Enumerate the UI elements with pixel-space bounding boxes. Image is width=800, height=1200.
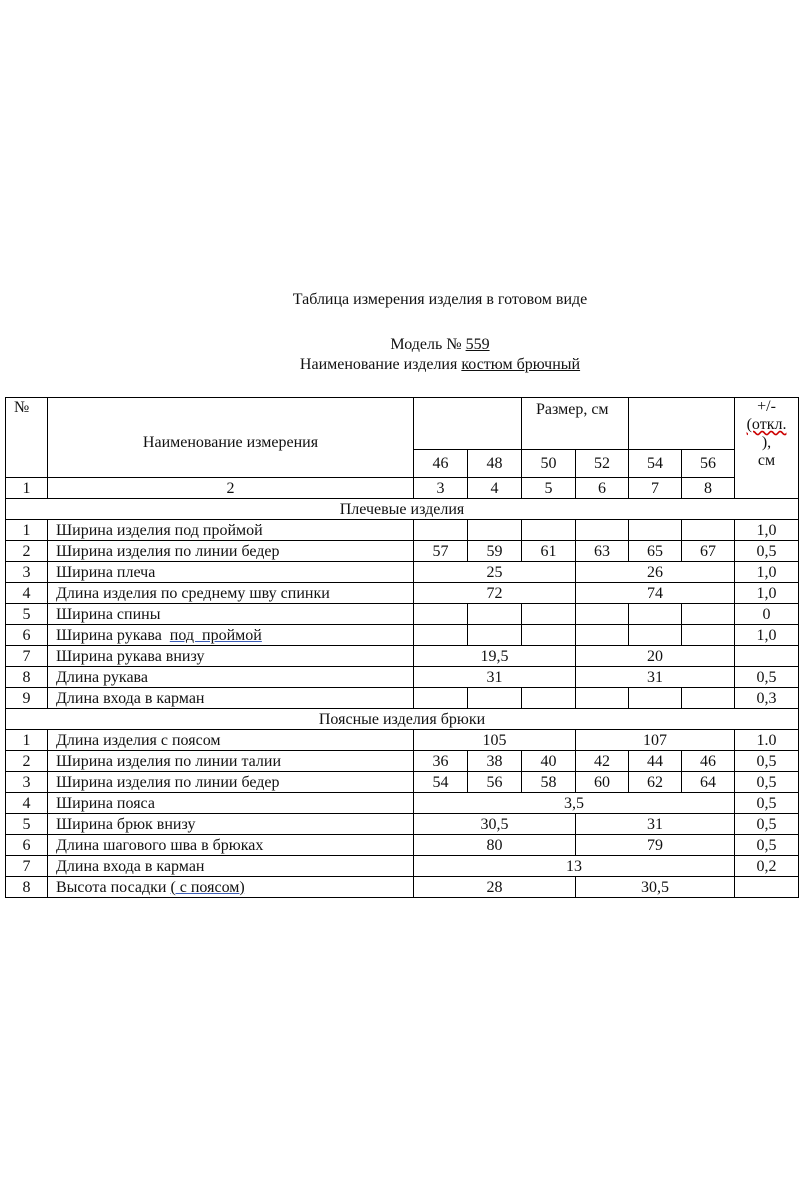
size-value-large: 20 — [576, 646, 735, 667]
size-54: 54 — [629, 450, 682, 478]
row-number: 5 — [6, 814, 48, 835]
size-value-small: 19,5 — [414, 646, 576, 667]
table-row — [6, 688, 799, 709]
section-row — [6, 709, 799, 730]
size-value-small: 72 — [414, 583, 576, 604]
size-value-empty — [682, 625, 735, 646]
size-value: 60 — [576, 772, 629, 793]
product-name: костюм брючный — [461, 356, 581, 373]
size-value-large: 30,5 — [576, 877, 735, 898]
table-row — [6, 814, 799, 835]
tolerance-value: 0,5 — [735, 772, 799, 793]
measurement-name: Длина входа в карман — [48, 688, 414, 709]
table-row — [6, 646, 799, 667]
header-tolerance-1: +/- — [757, 398, 776, 415]
row-number: 2 — [6, 541, 48, 562]
size-value-small: 31 — [414, 667, 576, 688]
table-row — [6, 625, 799, 646]
header-tolerance-4: см — [757, 452, 776, 469]
model-number: 559 — [465, 336, 490, 353]
product-line — [40, 356, 800, 374]
measurement-name: Ширина изделия по линии талии — [48, 751, 414, 772]
row-number: 1 — [6, 520, 48, 541]
size-value-empty — [629, 625, 682, 646]
col-number: 4 — [468, 478, 522, 499]
table-row — [6, 520, 799, 541]
model-label: Модель № — [390, 336, 466, 353]
table-row — [6, 604, 799, 625]
section-title: Поясные изделия брюки — [6, 709, 799, 730]
size-value-empty — [468, 520, 522, 541]
size-value: 36 — [414, 751, 468, 772]
size-value-empty — [522, 688, 576, 709]
size-value: 65 — [629, 541, 682, 562]
col-number: 2 — [48, 478, 414, 499]
row-number: 4 — [6, 583, 48, 604]
col-number: 3 — [414, 478, 468, 499]
row-number: 7 — [6, 856, 48, 877]
size-value-empty — [414, 520, 468, 541]
header-size-spacer-left — [414, 398, 522, 450]
table-row — [6, 583, 799, 604]
col-number: 7 — [629, 478, 682, 499]
size-52: 52 — [576, 450, 629, 478]
size-50: 50 — [522, 450, 576, 478]
tolerance-value — [735, 877, 799, 898]
tolerance-value: 1.0 — [735, 730, 799, 751]
col-number: 1 — [6, 478, 48, 499]
header-tolerance-3: ), — [761, 434, 772, 451]
size-value-large: 26 — [576, 562, 735, 583]
row-number: 3 — [6, 562, 48, 583]
size-value-small: 25 — [414, 562, 576, 583]
tolerance-value: 0,5 — [735, 835, 799, 856]
section-row — [6, 499, 799, 520]
tolerance-value: 1,0 — [735, 562, 799, 583]
size-46: 46 — [414, 450, 468, 478]
measurement-name: Длина изделия по среднему шву спинки — [48, 583, 414, 604]
measurement-name: Ширина изделия по линии бедер — [48, 541, 414, 562]
size-value: 63 — [576, 541, 629, 562]
size-value-empty — [522, 604, 576, 625]
tolerance-value: 0,5 — [735, 751, 799, 772]
header-number: № — [6, 398, 48, 478]
size-48: 48 — [468, 450, 522, 478]
size-value: 44 — [629, 751, 682, 772]
tolerance-value: 0,5 — [735, 814, 799, 835]
measurement-name: Ширина пояса — [48, 793, 414, 814]
table-row — [6, 562, 799, 583]
size-value: 58 — [522, 772, 576, 793]
measurement-table — [5, 397, 799, 898]
size-value: 64 — [682, 772, 735, 793]
tolerance-value: 0,2 — [735, 856, 799, 877]
tolerance-value: 0,5 — [735, 541, 799, 562]
size-value-empty — [576, 520, 629, 541]
table-row — [6, 667, 799, 688]
size-value-empty — [629, 688, 682, 709]
size-value-all: 3,5 — [414, 793, 735, 814]
size-value: 56 — [468, 772, 522, 793]
size-value: 40 — [522, 751, 576, 772]
size-value-empty — [629, 520, 682, 541]
tolerance-value: 1,0 — [735, 625, 799, 646]
size-value-empty — [576, 604, 629, 625]
header-size: Размер, см — [522, 398, 629, 450]
size-value-empty — [414, 604, 468, 625]
tolerance-value: 1,0 — [735, 583, 799, 604]
col-number: 8 — [682, 478, 735, 499]
header-name: Наименование измерения — [48, 398, 414, 478]
header-tolerance — [735, 398, 799, 499]
size-value-small: 105 — [414, 730, 576, 751]
measurement-name — [48, 877, 414, 898]
measurement-name: Длина входа в карман — [48, 856, 414, 877]
size-value: 54 — [414, 772, 468, 793]
measurement-name: Ширина изделия по линии бедер — [48, 772, 414, 793]
row-number: 6 — [6, 835, 48, 856]
table-row — [6, 856, 799, 877]
size-value: 46 — [682, 751, 735, 772]
col-number: 6 — [576, 478, 629, 499]
tolerance-value: 0,5 — [735, 793, 799, 814]
size-value-empty — [414, 625, 468, 646]
table-row — [6, 751, 799, 772]
row-number: 2 — [6, 751, 48, 772]
table-row — [6, 793, 799, 814]
size-value-empty — [468, 625, 522, 646]
measurement-name: Ширина брюк внизу — [48, 814, 414, 835]
header-tolerance-2: (откл. — [746, 416, 787, 433]
col-number: 5 — [522, 478, 576, 499]
row-number: 9 — [6, 688, 48, 709]
tolerance-value: 0,5 — [735, 667, 799, 688]
measurement-name-underlined: под проймой — [169, 626, 262, 644]
size-value: 62 — [629, 772, 682, 793]
size-value: 61 — [522, 541, 576, 562]
row-number: 8 — [6, 877, 48, 898]
measurement-name: Длина шагового шва в брюках — [48, 835, 414, 856]
measurement-name-part: Ширина рукава — [56, 626, 170, 644]
size-value-large: 74 — [576, 583, 735, 604]
section-title: Плечевые изделия — [6, 499, 799, 520]
size-value-empty — [522, 520, 576, 541]
size-value-large: 31 — [576, 814, 735, 835]
size-value-empty — [468, 604, 522, 625]
table-row — [6, 877, 799, 898]
table-row — [6, 835, 799, 856]
size-value-empty — [576, 688, 629, 709]
measurement-name: Ширина плеча — [48, 562, 414, 583]
measurement-name-underlined: ( с поясом) — [170, 878, 245, 896]
size-value-large: 107 — [576, 730, 735, 751]
table-row — [6, 772, 799, 793]
size-value: 59 — [468, 541, 522, 562]
measurement-name: Ширина спины — [48, 604, 414, 625]
size-value-large: 31 — [576, 667, 735, 688]
product-label: Наименование изделия — [299, 356, 462, 373]
size-value-empty — [682, 604, 735, 625]
size-value-small: 80 — [414, 835, 576, 856]
row-number: 6 — [6, 625, 48, 646]
column-numbers-row — [6, 478, 799, 499]
size-value-empty — [576, 625, 629, 646]
row-number: 4 — [6, 793, 48, 814]
header-size-spacer-right — [629, 398, 735, 450]
measurement-name-part: Высота посадки — [56, 878, 171, 896]
size-value-small: 30,5 — [414, 814, 576, 835]
size-value: 57 — [414, 541, 468, 562]
measurement-name — [48, 625, 414, 646]
measurement-name: Ширина рукава внизу — [48, 646, 414, 667]
size-56: 56 — [682, 450, 735, 478]
size-value-small: 28 — [414, 877, 576, 898]
measurement-name: Ширина изделия под проймой — [48, 520, 414, 541]
size-value: 67 — [682, 541, 735, 562]
tolerance-value: 0 — [735, 604, 799, 625]
size-value-empty — [522, 625, 576, 646]
measurement-name: Длина рукава — [48, 667, 414, 688]
size-value-large: 79 — [576, 835, 735, 856]
row-number: 1 — [6, 730, 48, 751]
row-number: 3 — [6, 772, 48, 793]
size-value-empty — [682, 688, 735, 709]
size-value-empty — [414, 688, 468, 709]
table-row — [6, 541, 799, 562]
size-value-all: 13 — [414, 856, 735, 877]
size-value-empty — [682, 520, 735, 541]
measurement-name: Длина изделия с поясом — [48, 730, 414, 751]
row-number: 5 — [6, 604, 48, 625]
tolerance-value: 0,3 — [735, 688, 799, 709]
document-title: Таблица измерения изделия в готовом виде — [292, 291, 588, 308]
size-value-empty — [629, 604, 682, 625]
row-number: 8 — [6, 667, 48, 688]
size-value: 38 — [468, 751, 522, 772]
tolerance-value: 1,0 — [735, 520, 799, 541]
size-value: 42 — [576, 751, 629, 772]
model-line — [40, 336, 800, 354]
size-value-empty — [468, 688, 522, 709]
row-number: 7 — [6, 646, 48, 667]
table-row — [6, 730, 799, 751]
tolerance-value — [735, 646, 799, 667]
